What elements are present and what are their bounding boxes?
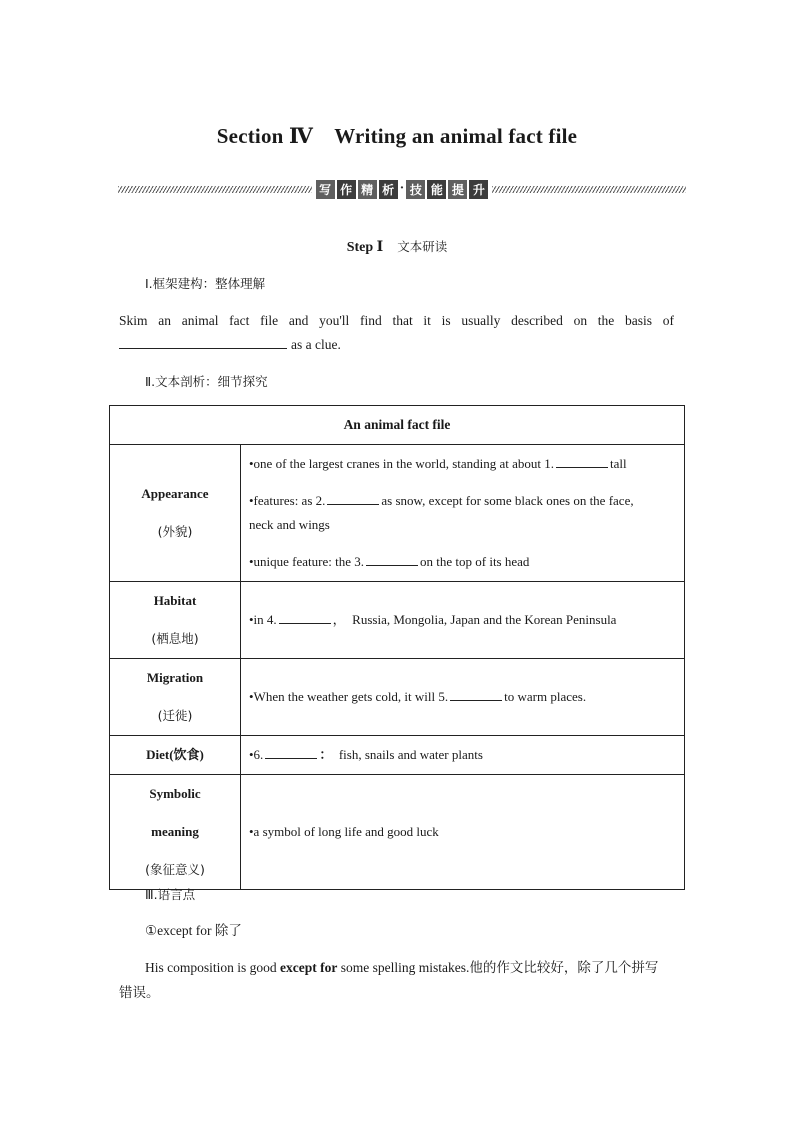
table-row: [110, 445, 685, 582]
banner-dot: ·: [399, 181, 405, 196]
content-line: [249, 452, 672, 476]
row-label-diet: [110, 736, 241, 775]
section-heading-2: Ⅱ.文本剖析：细节探究: [145, 374, 268, 389]
skim-tail: as a clue.: [291, 337, 341, 352]
example-sentence: [145, 958, 685, 978]
banner-hatch-left: [118, 186, 312, 193]
text: tall: [610, 456, 627, 471]
text: •unique feature: the 3.: [249, 554, 365, 569]
banner-char: 写: [316, 180, 335, 199]
text: •in 4.: [249, 612, 277, 627]
key-phrase: except for: [280, 960, 338, 975]
step-heading: [0, 236, 794, 256]
answer-blank-2[interactable]: [327, 492, 379, 505]
banner-char: 技: [406, 180, 425, 199]
content-line: neck and wings: [249, 517, 330, 532]
table-row: [110, 406, 685, 445]
label-en: Appearance: [141, 486, 209, 501]
colon: ：: [319, 747, 326, 762]
language-point-1: ①except for 除了: [145, 923, 242, 938]
banner-char: 能: [427, 180, 446, 199]
answer-blank-1[interactable]: [556, 455, 608, 468]
banner-char: 升: [469, 180, 488, 199]
table-row: [110, 582, 685, 659]
label-en: meaning: [151, 824, 199, 839]
skim-paragraph-line1: Skim an animal fact file and you'll find that it is usually described on the basis of: [119, 313, 674, 328]
row-content-appearance: [241, 445, 685, 582]
text: to warm places.: [504, 689, 587, 704]
text: •features: as 2.: [249, 493, 326, 508]
section-heading-1: Ⅰ.框架建构：整体理解: [145, 276, 266, 291]
content-line: [249, 743, 672, 767]
text: as snow, except for some black ones on the face,: [381, 493, 634, 508]
row-label-habitat: [110, 582, 241, 659]
text: on the top of its head: [420, 554, 530, 569]
label-en: Habitat: [153, 593, 197, 608]
row-label-appearance: [110, 445, 241, 582]
section-banner: [118, 178, 686, 200]
label-cn: (外貌): [157, 524, 193, 539]
table-header: An animal fact file: [110, 406, 685, 445]
label-en: Migration: [146, 670, 204, 685]
answer-blank[interactable]: [119, 335, 287, 349]
content-line: [249, 685, 672, 709]
answer-blank-3[interactable]: [366, 553, 418, 566]
skim-paragraph-line2: [119, 335, 341, 355]
step-label: Step Ⅰ: [346, 240, 384, 255]
text: •When the weather gets cold, it will 5.: [249, 689, 449, 704]
content-line: [249, 608, 672, 632]
banner-hatch-right: [492, 186, 686, 193]
label-cn: (栖息地): [151, 631, 199, 646]
table-row: [110, 775, 685, 890]
banner-char: 作: [337, 180, 356, 199]
content-line: [249, 489, 672, 513]
text: •6.: [249, 747, 264, 762]
row-content-diet: [241, 736, 685, 775]
text: fish, snails and water plants: [338, 747, 483, 762]
row-content-habitat: [241, 582, 685, 659]
section-heading-3: Ⅲ.语言点: [145, 887, 196, 902]
row-content-migration: [241, 659, 685, 736]
banner-char: 析: [379, 180, 398, 199]
row-label-symbolic: [110, 775, 241, 890]
banner-label: [315, 180, 490, 199]
label-diet: Diet(饮食): [146, 747, 204, 762]
text: •one of the largest cranes in the world, standing at about 1.: [249, 456, 555, 471]
banner-char: 精: [358, 180, 377, 199]
label-cn: (迁徙): [157, 708, 193, 723]
label-cn: (象征意义): [145, 862, 205, 877]
table-row: [110, 736, 685, 775]
answer-blank-6[interactable]: [265, 746, 317, 759]
text: His composition is good: [145, 960, 281, 975]
banner-char: 提: [448, 180, 467, 199]
fact-file-table: [109, 405, 685, 890]
page-title: Section Ⅳ Writing an animal fact file: [216, 124, 578, 148]
text: ， Russia, Mongolia, Japan and the Korean Peninsula: [332, 612, 617, 627]
text: some spelling mistakes.他的作文比较好，除了几个拼写: [337, 960, 659, 975]
example-sentence-continued: 错误。: [119, 985, 160, 1000]
table-row: [110, 659, 685, 736]
content-line: •a symbol of long life and good luck: [249, 824, 439, 839]
label-en: Symbolic: [149, 786, 201, 801]
answer-blank-5[interactable]: [450, 688, 502, 701]
row-label-migration: [110, 659, 241, 736]
content-line: [249, 550, 672, 574]
step-text: 文本研读: [397, 239, 448, 254]
row-content-symbolic: [241, 775, 685, 890]
answer-blank-4[interactable]: [279, 611, 331, 624]
